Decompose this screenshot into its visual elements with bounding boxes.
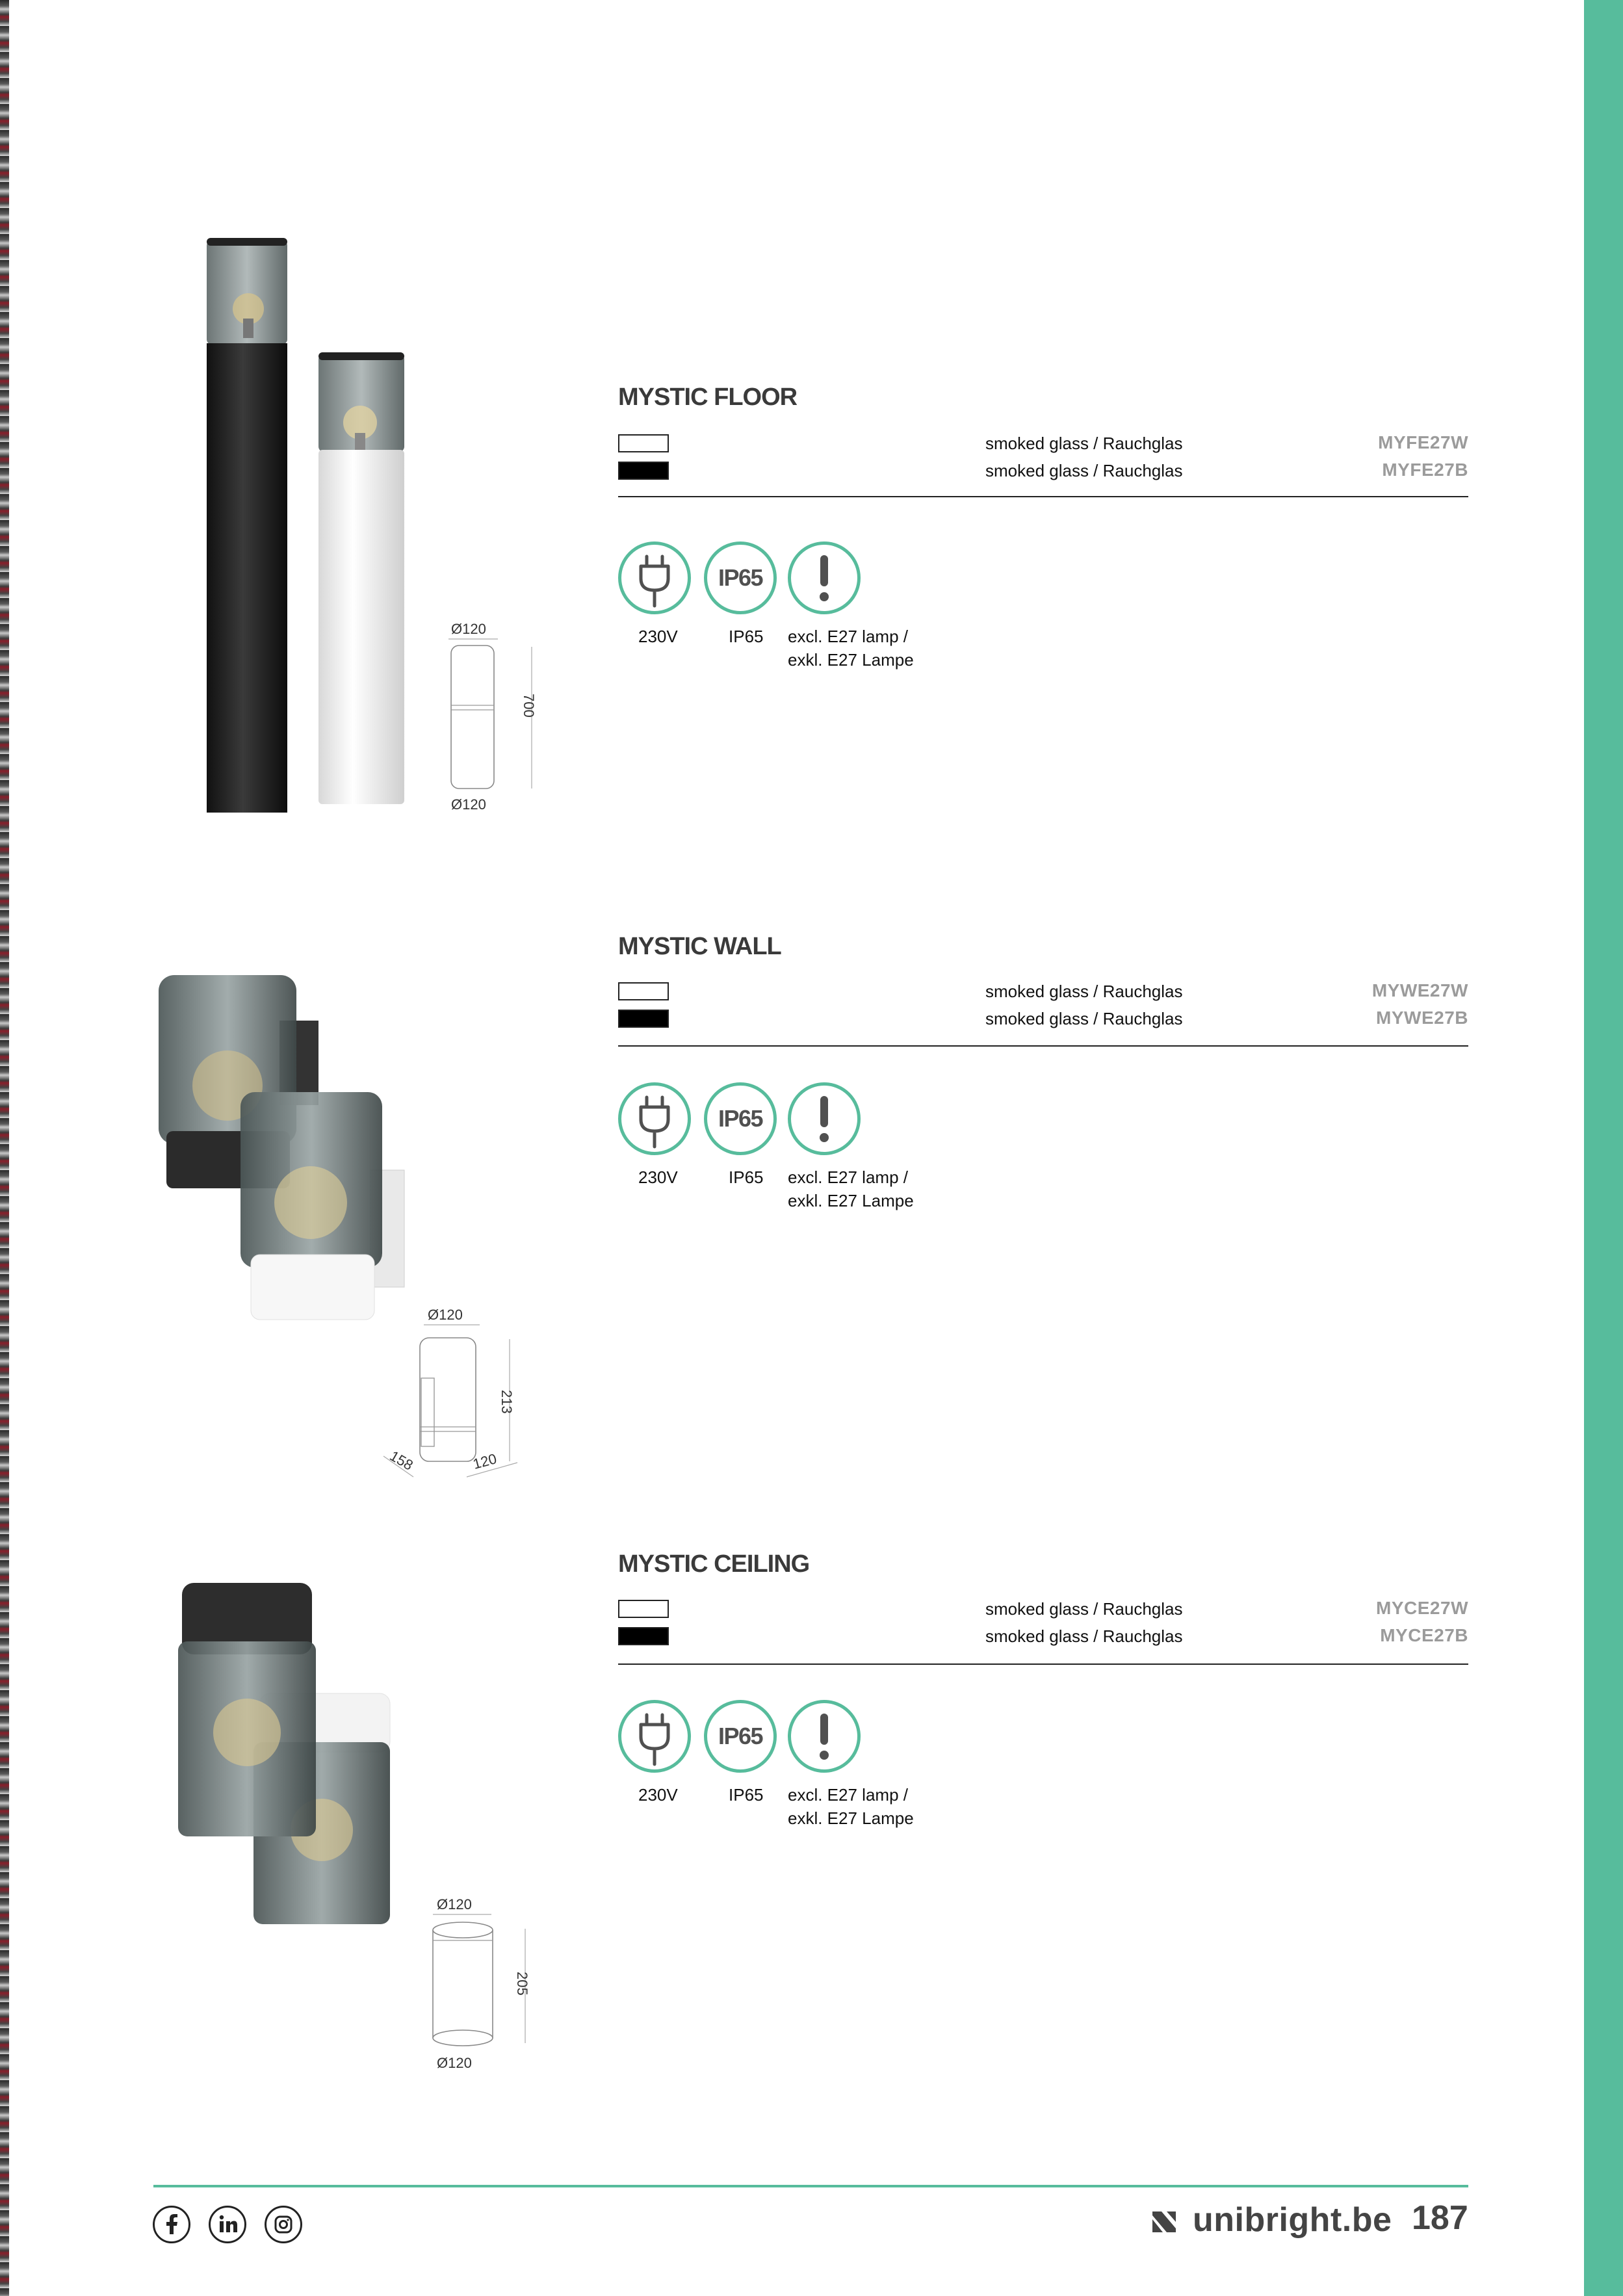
ip65-badge-text: IP65 (718, 1723, 763, 1749)
color-swatch-white (618, 1600, 669, 1618)
product-title: MYSTIC FLOOR (618, 384, 798, 411)
variant-row (618, 458, 1468, 482)
feature-label-line1: excl. E27 lamp / (788, 627, 908, 646)
variant-row (618, 1623, 1468, 1648)
article-code: MYCE27B (1380, 1625, 1468, 1645)
variant-description: smoked glass / Rauchglas (985, 1626, 1183, 1646)
variant-row (618, 978, 1468, 1003)
variant-row (618, 1596, 1468, 1621)
feature-label: IP65 (729, 1785, 764, 1805)
dimension-label: Ø120 (437, 2055, 472, 2071)
brand-name[interactable]: unibright.be (1193, 2201, 1392, 2239)
ip65-icon (704, 1082, 777, 1155)
feature-label (788, 1166, 914, 1212)
plug-icon (618, 1082, 691, 1155)
feature-label: 230V (638, 1785, 678, 1805)
dimension-label: 213 (499, 1390, 515, 1414)
dimension-label: 158 (387, 1447, 416, 1474)
feature-label (788, 1783, 914, 1830)
ip65-icon (704, 1700, 777, 1773)
ip65-badge-text: IP65 (718, 564, 763, 591)
divider (618, 496, 1468, 497)
color-swatch-white (618, 982, 669, 1000)
article-code: MYFE27B (1382, 460, 1468, 480)
color-swatch-black (618, 462, 669, 480)
variant-description: smoked glass / Rauchglas (985, 982, 1183, 1001)
accent-side-bar (1584, 0, 1623, 2296)
exclamation-icon (788, 1082, 861, 1155)
feature-label: IP65 (729, 627, 764, 646)
color-swatch-black (618, 1627, 669, 1645)
feature-label: 230V (638, 627, 678, 646)
dimension-drawing-ceiling (416, 1895, 539, 2077)
feature-label: IP65 (729, 1168, 764, 1187)
unibright-logo-icon (1151, 2209, 1177, 2235)
article-code: MYWE27W (1371, 980, 1468, 1000)
color-swatch-white (618, 434, 669, 452)
product-photo-mystic-wall (149, 969, 422, 1333)
product-photo-mystic-ceiling (169, 1576, 403, 1940)
page-number: 187 (1412, 2199, 1468, 2237)
dimension-drawing-floor (435, 621, 546, 816)
dimension-label: 700 (521, 694, 537, 718)
dimension-drawing-wall (376, 1307, 545, 1489)
footer-divider (153, 2185, 1468, 2187)
article-code: MYWE27B (1376, 1008, 1468, 1028)
article-code: MYCE27W (1376, 1598, 1468, 1618)
dimension-label: Ø120 (451, 796, 486, 813)
divider (618, 1663, 1468, 1665)
feature-label-line2: exkl. E27 Lampe (788, 1808, 914, 1828)
feature-label-line1: excl. E27 lamp / (788, 1168, 908, 1187)
variant-description: smoked glass / Rauchglas (985, 1009, 1183, 1028)
variant-description: smoked glass / Rauchglas (985, 461, 1183, 480)
variant-description: smoked glass / Rauchglas (985, 434, 1183, 453)
exclamation-icon (788, 541, 861, 614)
product-title: MYSTIC WALL (618, 933, 781, 960)
dimension-label: Ø120 (451, 621, 486, 637)
variant-description: smoked glass / Rauchglas (985, 1599, 1183, 1619)
left-edge-photo-strip (0, 0, 9, 2296)
instagram-icon[interactable] (265, 2206, 302, 2243)
dimension-label: Ø120 (428, 1307, 463, 1323)
linkedin-icon[interactable] (209, 2206, 246, 2243)
dimension-label: Ø120 (437, 1896, 472, 1912)
color-swatch-black (618, 1010, 669, 1028)
product-title: MYSTIC CEILING (618, 1550, 810, 1578)
product-photo-mystic-floor (195, 234, 416, 813)
dimension-label: 205 (514, 1972, 530, 1996)
article-code: MYFE27W (1378, 432, 1468, 452)
dimension-label: 120 (471, 1450, 499, 1472)
variant-row (618, 1006, 1468, 1030)
feature-label (788, 625, 914, 672)
plug-icon (618, 1700, 691, 1773)
feature-label: 230V (638, 1168, 678, 1187)
feature-label-line1: excl. E27 lamp / (788, 1785, 908, 1805)
divider (618, 1045, 1468, 1047)
variant-row (618, 430, 1468, 455)
plug-icon (618, 541, 691, 614)
facebook-icon[interactable] (153, 2206, 190, 2243)
ip65-badge-text: IP65 (718, 1105, 763, 1132)
feature-label-line2: exkl. E27 Lampe (788, 1191, 914, 1210)
feature-label-line2: exkl. E27 Lampe (788, 650, 914, 670)
ip65-icon (704, 541, 777, 614)
exclamation-icon (788, 1700, 861, 1773)
